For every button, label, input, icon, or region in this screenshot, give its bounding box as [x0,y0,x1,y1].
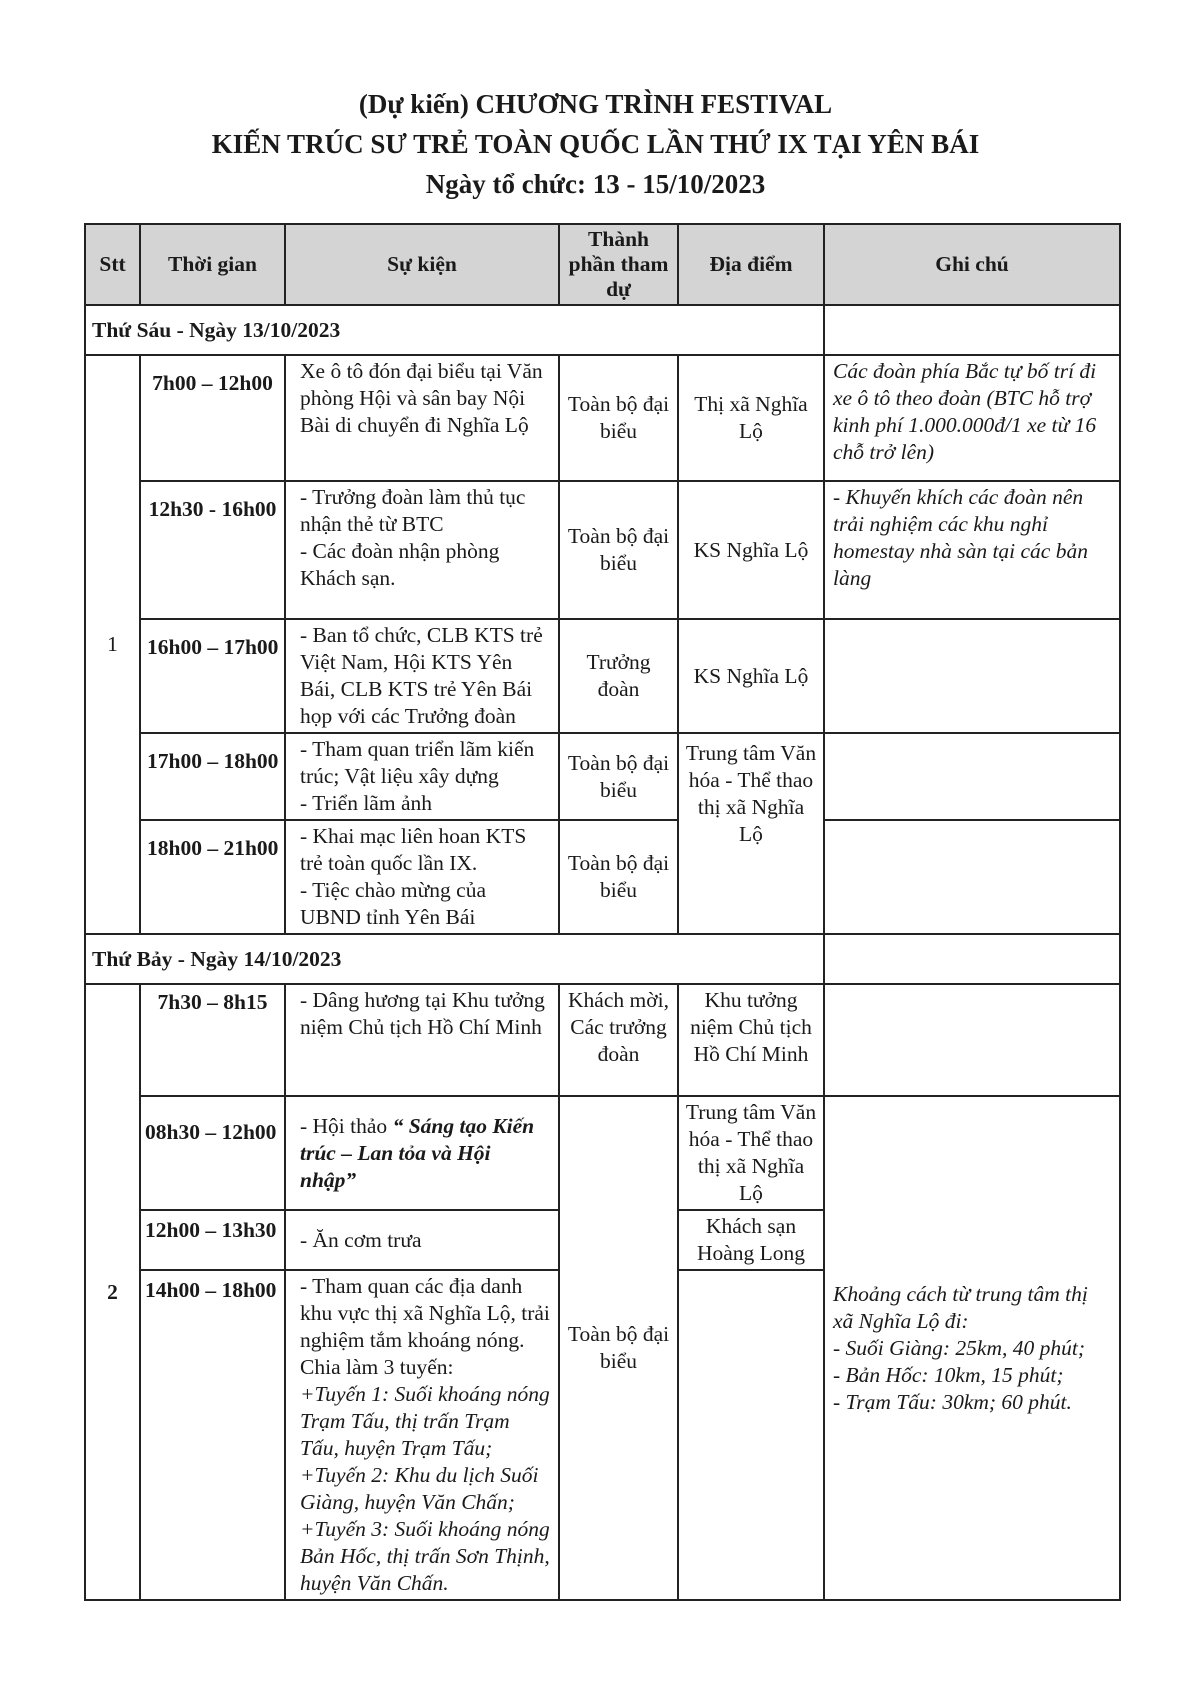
day-label: Thứ Sáu - Ngày 13/10/2023 [85,305,824,355]
location-cell: Trung tâm Văn hóa - Thể thao thị xã Nghĩa Lộ [678,733,824,934]
location-cell: Trung tâm Văn hóa - Thể thao thị xã Nghĩa Lộ [678,1096,824,1210]
header-location: Địa điểm [678,224,824,305]
day-label: Thứ Bảy - Ngày 14/10/2023 [85,934,824,984]
stt-cell: 1 [85,355,140,934]
table-row [85,1096,1120,1210]
participants-cell: Trưởng đoàn [559,619,678,733]
route-item: +Tuyến 1: Suối khoáng nóng Trạm Tấu, thị trấn Trạm Tấu, huyện Trạm Tấu; [300,1382,550,1460]
event-line: - Tham quan triển lãm kiến trúc; Vật liệu xây dựng [300,737,535,788]
event-cell [285,481,559,619]
table-row [85,820,1120,934]
event-line: - Triển lãm ảnh [300,791,432,815]
time-cell: 14h00 – 18h00 [140,1270,285,1600]
route-item: +Tuyến 2: Khu du lịch Suối Giàng, huyện Văn Chấn; [300,1463,539,1514]
event-prefix: - Hội thảo [300,1113,393,1138]
table-row [85,355,1120,481]
participants-cell: Toàn bộ đại biểu [559,1096,678,1600]
event-cell [285,820,559,934]
note-cell [824,619,1120,733]
title-line-1: (Dự kiến) CHƯƠNG TRÌNH FESTIVAL [358,89,833,119]
note-cell [824,984,1120,1096]
header-time: Thời gian [140,224,285,305]
note-intro: Khoảng cách từ trung tâm thị xã Nghĩa Lộ đi: [833,1281,1088,1333]
event-cell [285,1096,559,1210]
event-cell [285,733,559,820]
table-row [85,619,1120,733]
time-cell: 12h00 – 13h30 [140,1210,285,1270]
time-cell: 7h00 – 12h00 [140,355,285,481]
day-row-2 [85,934,1120,984]
location-cell: KS Nghĩa Lộ [678,481,824,619]
header-note: Ghi chú [824,224,1120,305]
note-item: - Suối Giàng: 25km, 40 phút; [833,1335,1085,1360]
event-cell: - Ban tổ chức, CLB KTS trẻ Việt Nam, Hội KTS Yên Bái, CLB KTS trẻ Yên Bái họp với các Trưởng đoàn [285,619,559,733]
note-cell [824,820,1120,934]
location-cell: Khách sạn Hoàng Long [678,1210,824,1270]
note-item: - Bản Hốc: 10km, 15 phút; [833,1362,1064,1387]
seminar-title: “ Sáng tạo Kiến trúc – Lan tỏa và Hội nhập” [300,1113,535,1192]
event-cell [285,1270,559,1600]
note-cell: - Khuyến khích các đoàn nên trải nghiệm các khu nghỉ homestay nhà sàn tại các bản làng [824,481,1120,619]
time-cell: 12h30 - 16h00 [140,481,285,619]
participants-cell: Toàn bộ đại biểu [559,481,678,619]
time-cell: 16h00 – 17h00 [140,619,285,733]
location-cell: Thị xã Nghĩa Lộ [678,355,824,481]
schedule-table [84,223,1121,1601]
title-line-3: Ngày tổ chức: 13 - 15/10/2023 [425,169,766,199]
participants-cell: Toàn bộ đại biểu [559,355,678,481]
header-stt: Stt [85,224,140,305]
event-cell: Xe ô tô đón đại biểu tại Văn phòng Hội và sân bay Nội Bài di chuyển đi Nghĩa Lộ [285,355,559,481]
header-event: Sự kiện [285,224,559,305]
participants-cell: Toàn bộ đại biểu [559,733,678,820]
location-cell: Khu tưởng niệm Chủ tịch Hồ Chí Minh [678,984,824,1096]
route-item: +Tuyến 3: Suối khoáng nóng Bản Hốc, thị trấn Sơn Thịnh, huyện Văn Chấn. [300,1517,550,1595]
location-cell [678,1270,824,1600]
note-cell [824,1096,1120,1600]
location-cell: KS Nghĩa Lộ [678,619,824,733]
table-row [85,481,1120,619]
event-cell: - Dâng hương tại Khu tưởng niệm Chủ tịch Hồ Chí Minh [285,984,559,1096]
header-participants: Thành phần tham dự [559,224,678,305]
stt-cell: 2 [85,984,140,1600]
time-cell: 08h30 – 12h00 [140,1096,285,1210]
time-cell: 17h00 – 18h00 [140,733,285,820]
event-intro: - Tham quan các địa danh khu vực thị xã Nghĩa Lộ, trải nghiệm tắm khoáng nóng. Chia làm 3 tuyến: [300,1274,550,1379]
event-line: - Khai mạc liên hoan KTS trẻ toàn quốc lần IX. [300,824,527,875]
event-cell: - Ăn cơm trưa [285,1210,559,1270]
participants-cell: Khách mời, Các trưởng đoàn [559,984,678,1096]
table-row [85,733,1120,820]
title-line-2: KIẾN TRÚC SƯ TRẺ TOÀN QUỐC LẦN THỨ IX TẠI YÊN BÁI [211,129,980,159]
table-row [85,984,1120,1096]
note-item: - Trạm Tấu: 30km; 60 phút. [833,1389,1072,1414]
day-row-1 [85,305,1120,355]
note-cell: Các đoàn phía Bắc tự bố trí đi xe ô tô theo đoàn (BTC hỗ trợ kinh phí 1.000.000đ/1 xe từ 16 chỗ trở lên) [824,355,1120,481]
event-line: - Trưởng đoàn làm thủ tục nhận thẻ từ BTC [300,485,526,536]
document-title [0,84,1191,204]
table-cell [824,934,1120,984]
event-line: - Tiệc chào mừng của UBND tỉnh Yên Bái [300,878,487,929]
time-cell: 18h00 – 21h00 [140,820,285,934]
note-cell [824,733,1120,820]
time-cell: 7h30 – 8h15 [140,984,285,1096]
table-cell [824,305,1120,355]
table-header-row [85,224,1120,305]
event-line: - Các đoàn nhận phòng Khách sạn. [300,539,500,590]
participants-cell: Toàn bộ đại biểu [559,820,678,934]
